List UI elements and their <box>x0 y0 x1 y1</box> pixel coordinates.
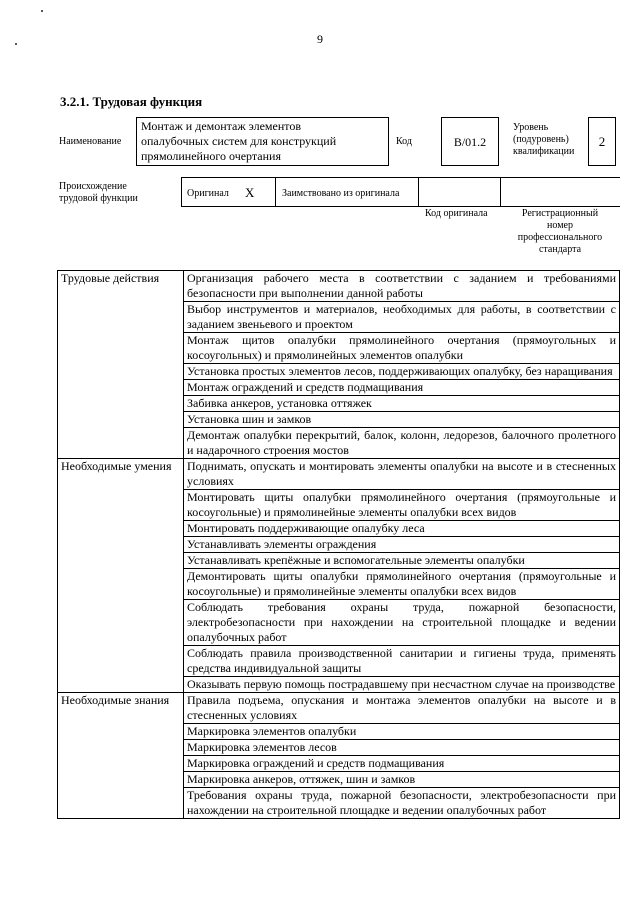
table-row <box>58 693 620 724</box>
code-value: B/01.2 <box>453 135 487 149</box>
function-name-line: опалубочных систем для конструкций <box>141 134 337 148</box>
skill-item: Поднимать, опускать и монтировать элементы опалубки на высоте и в стесненных условиях <box>184 459 620 490</box>
level-label-line: квалификации <box>513 146 575 157</box>
skill-item: Соблюдать требования охраны труда, пожарной безопасности, электробезопасности при нахождении на строительной площадке и ведении опалубочных работ <box>184 600 620 646</box>
knowledge-item: Требования охраны труда, пожарной безопасности, электробезопасности при нахождении на строительной площадке и ведении опалубочных работ <box>184 788 620 819</box>
code-original-label: Код оригинала <box>425 208 488 219</box>
level-value: 2 <box>598 134 606 149</box>
function-name-box <box>136 117 389 166</box>
skill-item: Монтировать поддерживающие опалубку леса <box>184 521 620 537</box>
skill-item: Соблюдать правила производственной санитарии и гигиены труда, применять средства индивидуальной защиты <box>184 646 620 677</box>
skill-item: Оказывать первую помощь пострадавшему при несчастном случае на производстве <box>184 677 620 693</box>
table-row <box>58 271 620 302</box>
skill-item: Демонтировать щиты опалубки прямолинейного очертания (прямоугольные и косоугольные) и прямолинейные элементы опалубки всех видов <box>184 569 620 600</box>
section-title: 3.2.1. Трудовая функция <box>60 94 203 109</box>
level-value-box <box>588 117 616 166</box>
level-label-line: (подуровень) <box>513 134 569 145</box>
reg-number-line: стандарта <box>538 244 582 255</box>
knowledge-item: Маркировка элементов лесов <box>184 740 620 756</box>
skill-item: Устанавливать крепёжные и вспомогательные элементы опалубки <box>184 553 620 569</box>
borrowed-label: Заимствовано из оригинала <box>282 188 400 199</box>
origin-label <box>59 181 138 205</box>
function-name-line: прямолинейного очертания <box>141 149 281 163</box>
origin-label-line: Происхождение <box>59 181 127 192</box>
code-label: Код <box>396 136 412 147</box>
labor-action-item: Забивка анкеров, установка оттяжек <box>184 396 620 412</box>
level-label-line: Уровень <box>513 122 549 133</box>
knowledge-item: Маркировка анкеров, оттяжек, шин и замков <box>184 772 620 788</box>
original-mark: X <box>245 185 255 200</box>
knowledge-item: Маркировка ограждений и средств подмащивания <box>184 756 620 772</box>
knowledge-item: Маркировка элементов опалубки <box>184 724 620 740</box>
code-value-box <box>441 117 499 166</box>
page-number: 9 <box>317 32 323 46</box>
reg-number-line: Регистрационный <box>521 208 599 219</box>
function-name-line: Монтаж и демонтаж элементов <box>141 119 302 133</box>
knowledge-item: Правила подъема, опускания и монтажа элементов опалубки на высоте и в стесненных условиях <box>184 693 620 724</box>
reg-number-label <box>508 208 612 256</box>
skill-item: Монтировать щиты опалубки прямолинейного очертания (прямоугольные и косоугольные) и прямолинейные элементы опалубки всех видов <box>184 490 620 521</box>
labor-function-table <box>57 270 620 819</box>
original-label: Оригинал <box>187 188 229 199</box>
skill-item: Устанавливать элементы ограждения <box>184 537 620 553</box>
section-label: Необходимые знания <box>58 693 184 819</box>
reg-number-line: номер <box>547 220 573 231</box>
labor-action-item: Установка шин и замков <box>184 412 620 428</box>
qualification-level-label <box>513 122 574 158</box>
labor-action-item: Выбор инструментов и материалов, необходимых для работы, в соответствии с заданием звеньевого и проектом <box>184 302 620 333</box>
name-label: Наименование <box>59 136 122 147</box>
labor-action-item: Монтаж ограждений и средств подмащивания <box>184 380 620 396</box>
section-label: Необходимые умения <box>58 459 184 693</box>
labor-action-item: Демонтаж опалубки перекрытий, балок, колонн, ледорезов, балочного пролетного и надарочного строения мостов <box>184 428 620 459</box>
section-label: Трудовые действия <box>58 271 184 459</box>
labor-action-item: Организация рабочего места в соответствии с заданием и требованиями безопасности при выполнении данной работы <box>184 271 620 302</box>
table-row <box>58 459 620 490</box>
origin-label-line: трудовой функции <box>59 193 138 204</box>
reg-number-line: профессионального <box>517 232 603 243</box>
labor-action-item: Установка простых элементов лесов, поддерживающих опалубку, без наращивания <box>184 364 620 380</box>
labor-action-item: Монтаж щитов опалубки прямолинейного очертания (прямоугольных и косоугольных) и прямолинейных элементов опалубки <box>184 333 620 364</box>
